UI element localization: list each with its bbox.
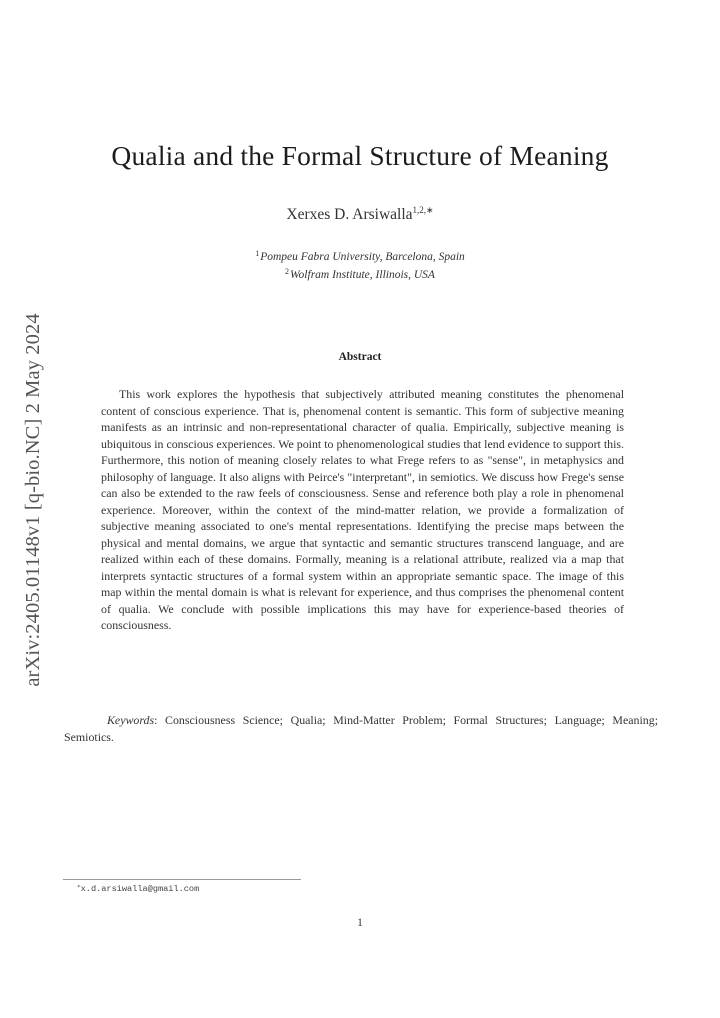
keywords-paragraph bbox=[64, 712, 658, 745]
footnote-divider bbox=[63, 879, 301, 880]
page-number: 1 bbox=[357, 917, 363, 929]
keywords-label: Keywords bbox=[107, 713, 155, 727]
affiliation-2-text: Wolfram Institute, Illinois, USA bbox=[290, 269, 435, 281]
author-line bbox=[0, 205, 720, 224]
abstract-body: This work explores the hypothesis that subjectively attributed meaning constitutes the phenomenal content of conscious experience. That is, phenomenal content is semantic. This form of subjective meaning manifests as an intrinsic and non-representational character of qualia. Empirically, subjective meaning is ubiquitous in conscious experiences. We point to phenomenological studies that lend evidence to support this. Furthermore, this notion of meaning closely relates to what Frege refers to as "sense", in metaphysics and philosophy of language. It also aligns with Peirce's "interpretant", in semiotics. We discuss how Frege's sense can also be extended to the raw feels of consciousness. Sense and reference both play a role in phenomenal experience. Moreover, within the context of the mind-matter relation, we provide a formalization of subjective meaning associated to one's mental representations. Identifying the precise maps between the physical and mental domains, we argue that syntactic and semantic structures transcend language, and are realized within each of these domains. Formally, meaning is a relational attribute, realized via a map that interprets syntactic structures of a formal system within an appropriate semantic space. The image of this map within the mental domain is what is relevant for experience, and thus comprises the phenomenal content of qualia. We conclude with possible implications this may have for experience-based theories of consciousness. bbox=[101, 387, 624, 632]
abstract-heading: Abstract bbox=[338, 351, 382, 363]
footnote-mark: ∗ bbox=[77, 883, 81, 890]
arxiv-identifier-stamp: arXiv:2405.01148v1 [q-bio.NC] 2 May 2024 bbox=[22, 313, 44, 687]
affiliation-1-mark: 1 bbox=[255, 249, 260, 258]
affiliation-2 bbox=[0, 267, 720, 281]
paper-title: Qualia and the Formal Structure of Meaning bbox=[111, 140, 609, 171]
affiliation-2-mark: 2 bbox=[285, 267, 290, 276]
keywords-text: : Consciousness Science; Qualia; Mind-Matter Problem; Formal Structures; Language; Meaning; Semiotics. bbox=[64, 713, 658, 744]
footnote-email bbox=[77, 883, 199, 894]
author-name: Xerxes D. Arsiwalla bbox=[286, 206, 413, 223]
footnote-email-text: x.d.arsiwalla@gmail.com bbox=[80, 884, 200, 894]
author-affiliation-marks: 1,2,∗ bbox=[412, 205, 434, 215]
affiliation-1 bbox=[0, 249, 720, 263]
affiliation-1-text: Pompeu Fabra University, Barcelona, Spain bbox=[260, 251, 465, 263]
